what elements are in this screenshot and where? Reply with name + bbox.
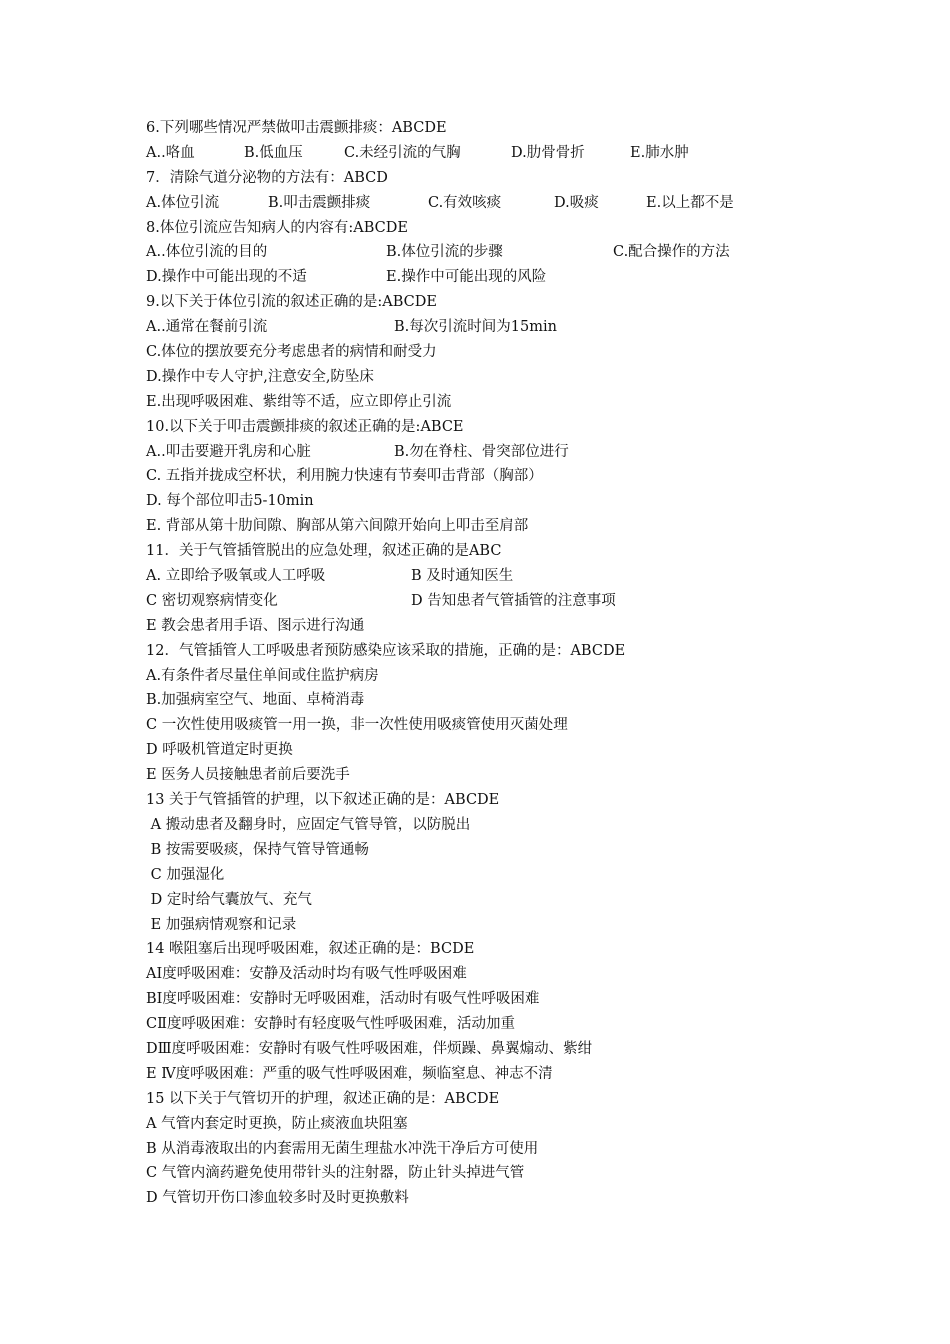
option-b: B.加强病室空气、地面、卓椅消毒: [146, 692, 365, 709]
option-e: E.肺水肿: [630, 144, 689, 161]
option-b: B 及时通知医生: [411, 568, 514, 585]
question-11-options-row1: [146, 564, 846, 589]
question-11-title: 11．关于气管插管脱出的应急处理，叙述正确的是ABC: [146, 543, 502, 560]
option-d: D.操作中可能出现的不适: [146, 269, 307, 286]
option-a: A.体位引流: [146, 194, 220, 211]
option-d: D 呼吸机管道定时更换: [146, 742, 293, 759]
option-a: A..通常在餐前引流: [146, 319, 268, 336]
option-b: B.低血压: [244, 144, 303, 161]
option-b: B.勿在脊柱、骨突部位进行: [394, 443, 569, 460]
option-b: B.体位引流的步骤: [386, 244, 503, 261]
option-d: D.吸痰: [554, 194, 599, 211]
option-e: E Ⅳ度呼吸困难：严重的吸气性呼吸困难，频临窒息、神志不清: [146, 1065, 553, 1082]
question-8-options-row1: [146, 240, 846, 265]
option-e: E.操作中可能出现的风险: [386, 269, 547, 286]
question-10-title: 10.以下关于叩击震颤排痰的叙述正确的是:ABCE: [146, 418, 464, 435]
option-e: E.出现呼吸困难、紫绀等不适，应立即停止引流: [146, 393, 452, 410]
option-b: B 按需要吸痰，保持气管导管通畅: [146, 841, 369, 858]
option-d: D 定时给气囊放气、充气: [146, 891, 312, 908]
option-a: A..咯血: [146, 144, 195, 161]
option-c: C 气管内滴药避免使用带针头的注射器，防止针头掉进气管: [146, 1165, 525, 1182]
document-page: [146, 116, 846, 1211]
option-a: A.有条件者尽量住单间或住监护病房: [146, 667, 379, 684]
option-b: B 从消毒液取出的内套需用无菌生理盐水冲洗干净后方可使用: [146, 1140, 539, 1157]
option-d: D.操作中专人守护,注意安全,防坠床: [146, 368, 374, 385]
option-a: A 搬动患者及翻身时，应固定气管导管，以防脱出: [146, 816, 471, 833]
option-b: B.每次引流时间为15min: [394, 319, 557, 336]
question-11-options-row2: [146, 589, 846, 614]
option-d: D.肋骨骨折: [511, 144, 585, 161]
option-c: C 密切观察病情变化: [146, 592, 278, 609]
question-6-options: [146, 141, 846, 166]
question-9-options-row1: [146, 315, 846, 340]
question-8-title: 8.体位引流应告知病人的内容有:ABCDE: [146, 219, 408, 236]
option-c: CⅡ度呼吸困难：安静时有轻度吸气性呼吸困难，活动加重: [146, 1016, 515, 1033]
option-b: B.叩击震颤排痰: [268, 194, 371, 211]
question-7-title: 7．清除气道分泌物的方法有：ABCD: [146, 169, 388, 186]
option-c: C.有效咳痰: [428, 194, 502, 211]
option-d: DⅢ度呼吸困难：安静时有吸气性呼吸困难，伴烦躁、鼻翼煽动、紫绀: [146, 1040, 593, 1057]
option-c: C.配合操作的方法: [613, 244, 730, 261]
option-a: A..体位引流的目的: [146, 244, 268, 261]
option-e: E 加强病情观察和记录: [146, 916, 297, 933]
question-15-title: 15 以下关于气管切开的护理，叙述正确的是：ABCDE: [146, 1090, 500, 1107]
question-12-title: 12．气管插管人工呼吸患者预防感染应该采取的措施，正确的是：ABCDE: [146, 642, 626, 659]
question-14-title: 14 喉阻塞后出现呼吸困难，叙述正确的是：BCDE: [146, 941, 475, 958]
question-7-options: [146, 191, 846, 216]
question-10-options-row1: [146, 440, 846, 465]
option-c: C 一次性使用吸痰管一用一换，非一次性使用吸痰管使用灭菌处理: [146, 717, 568, 734]
option-c: C. 五指并拢成空杯状，利用腕力快速有节奏叩击背部（胸部）: [146, 468, 543, 485]
question-8-options-row2: [146, 265, 846, 290]
question-6-title: 6.下列哪些情况严禁做叩击震颤排痰：ABCDE: [146, 120, 447, 136]
option-d: D 告知患者气管插管的注意事项: [411, 592, 616, 609]
question-9-title: 9.以下关于体位引流的叙述正确的是:ABCDE: [146, 294, 437, 311]
option-e: E. 背部从第十肋间隙、胸部从第六间隙开始向上叩击至肩部: [146, 518, 529, 535]
option-a: A 气管内套定时更换，防止痰液血块阻塞: [146, 1115, 408, 1132]
option-b: BⅠ度呼吸困难：安静时无呼吸困难，活动时有吸气性呼吸困难: [146, 991, 540, 1008]
option-e: E 医务人员接触患者前后要洗手: [146, 767, 350, 784]
option-c: C.未经引流的气胸: [344, 144, 461, 161]
option-c: C 加强湿化: [146, 866, 225, 883]
option-e: E.以上都不是: [646, 194, 734, 211]
question-13-title: 13 关于气管插管的护理，以下叙述正确的是：ABCDE: [146, 792, 500, 809]
option-e: E 教会患者用手语、图示进行沟通: [146, 617, 365, 634]
option-a: AⅠ度呼吸困难：安静及活动时均有吸气性呼吸困难: [146, 966, 467, 983]
option-a: A. 立即给予吸氧或人工呼吸: [146, 568, 326, 585]
option-d: D 气管切开伤口渗血较多时及时更换敷料: [146, 1190, 409, 1207]
option-d: D. 每个部位叩击5-10min: [146, 493, 314, 510]
option-c: C.体位的摆放要充分考虑患者的病情和耐受力: [146, 344, 437, 361]
option-a: A..叩击要避开乳房和心脏: [146, 443, 311, 460]
